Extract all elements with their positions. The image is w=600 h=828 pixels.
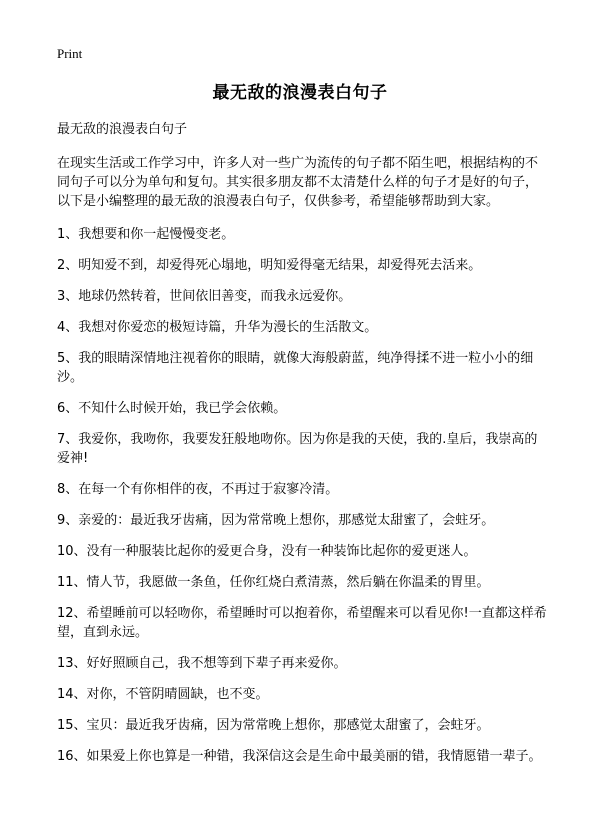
list-item: 16、如果爱上你也算是一种错，我深信这会是生命中最美丽的错，我情愿错一辈子。 bbox=[57, 749, 542, 764]
list-item: 13、好好照顾自己，我不想等到下辈子再来爱你。 bbox=[57, 656, 347, 671]
article-body bbox=[57, 120, 547, 778]
list-item: 7、我爱你，我吻你，我要发狂般地吻你。因为你是我的天使，我的.皇后，我崇高的爱神! bbox=[57, 432, 538, 466]
list-item: 8、在每一个有你相伴的夜，不再过于寂寥冷清。 bbox=[57, 482, 339, 497]
list-item: 9、亲爱的：最近我牙齿痛，因为常常晚上想你，那感觉太甜蜜了，会蛀牙。 bbox=[57, 513, 495, 528]
list-item: 10、没有一种服装比起你的爱更合身，没有一种装饰比起你的爱更迷人。 bbox=[57, 544, 477, 559]
list-item: 4、我想对你爱恋的极短诗篇，升华为漫长的生活散文。 bbox=[57, 320, 378, 335]
print-link[interactable]: Print bbox=[57, 46, 83, 61]
list-item: 3、地球仍然转着，世间依旧善变，而我永远爱你。 bbox=[57, 289, 352, 304]
article-subtitle: 最无敌的浪漫表白句子 bbox=[57, 122, 188, 137]
list-item: 2、明知爱不到，却爱得死心塌地，明知爱得毫无结果，却爱得死去活来。 bbox=[57, 258, 482, 273]
list-item: 1、我想要和你一起慢慢变老。 bbox=[57, 227, 235, 242]
list-item: 14、对你，不管阴晴圆缺，也不变。 bbox=[57, 687, 269, 702]
list-item: 15、宝贝：最近我牙齿痛，因为常常晚上想你，那感觉太甜蜜了，会蛀牙。 bbox=[57, 718, 490, 733]
list-item: 12、希望睡前可以轻吻你，希望睡时可以抱着你，希望醒来可以看见你!一直都这样希望，直到永远。 bbox=[57, 606, 547, 640]
list-item: 11、情人节，我愿做一条鱼，任你红烧白煮清蒸，然后躺在你温柔的胃里。 bbox=[57, 575, 490, 590]
page-title: 最无敌的浪漫表白句子 bbox=[212, 83, 388, 103]
sentence-list bbox=[57, 225, 547, 766]
article-intro: 在现实生活或工作学习中，许多人对一些广为流传的句子都不陌生吧，根据结构的不同句子可以分为单句和复句。其实很多朋友都不太清楚什么样的句子才是好的句子，以下是小编整理的最无敌的浪漫表白句子，仅供参考，希望能够帮助到大家。 bbox=[57, 156, 539, 209]
list-item: 6、不知什么时候开始，我已学会依赖。 bbox=[57, 401, 287, 416]
list-item: 5、我的眼睛深情地注视着你的眼睛，就像大海般蔚蓝，纯净得揉不进一粒小小的细沙。 bbox=[57, 351, 534, 385]
